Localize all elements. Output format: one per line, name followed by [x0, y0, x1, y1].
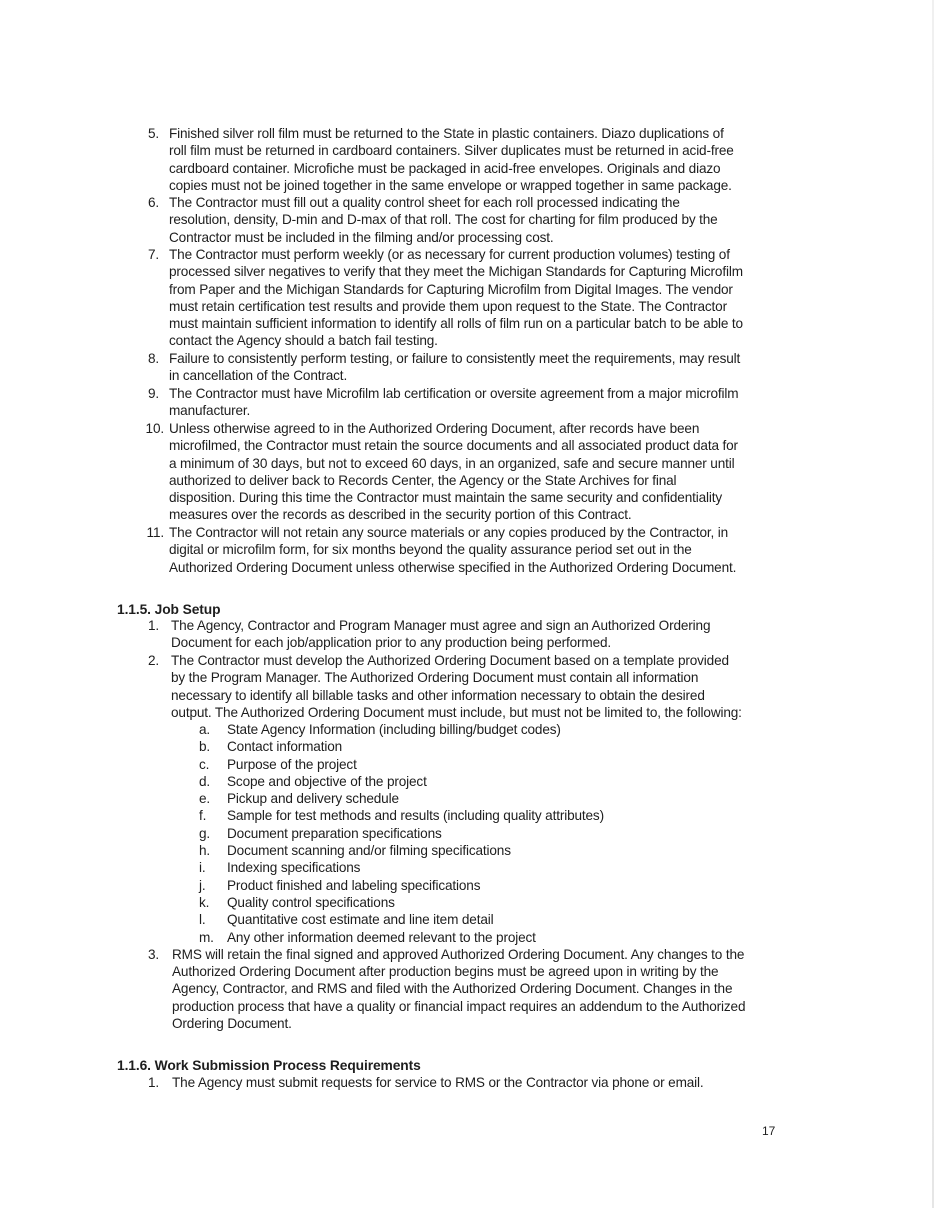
list-item-8: 8. Failure to consistently perform testing, or failure to consistently meet the requirements, may result in cancellation of the Contract. [147, 351, 741, 384]
sublist-item-f: f. Sample for test methods and results (including quality attributes) [199, 808, 604, 824]
list-item-11: 11. The Contractor will not retain any source materials or any copies produced by the Contractor, in digital or microfilm form, for six months beyond the quality assurance period set out in the Authorized Ordering Document unless otherwise specified in the Authorized Ordering Document. [146, 525, 737, 575]
job-setup-item-1: 1. The Agency, Contractor and Program Manager must agree and sign an Authorized Ordering Document for each job/application prior to any production being performed. [147, 618, 711, 651]
sublist-item-d: d. Scope and objective of the project [199, 773, 427, 789]
sublist-item-k: k. Quality control specifications [199, 894, 395, 910]
list-item-10: 10. Unless otherwise agreed to in the Authorized Ordering Document, after records have been microfilmed, the Contractor must retain the source documents and all associated product data for a minimum of 30 days, but not to exceed 60 days, in an organized, safe and secure manner until authorized to deliver back to Records Center, the Agency or the State Archives for final disposition. During this time the Contractor must maintain the same security and confidentiality measures over the records as described in the security portion of this Contract. [145, 421, 738, 523]
work-submission-list [0, 1074, 934, 1091]
page-number: 17 [762, 1124, 776, 1138]
sublist-item-c: c. Purpose of the project [199, 756, 357, 772]
work-submission-item-1: 1. The Agency must submit requests for service to RMS or the Contractor via phone or email. [147, 1075, 704, 1090]
list-item-6: 6. The Contractor must fill out a quality control sheet for each roll processed indicating the resolution, density, D-min and D-max of that roll. The cost for charting for film produced by the Contractor must be included in the filming and/or processing cost. [147, 195, 718, 245]
requirements-list-continued [0, 125, 934, 576]
list-item-9: 9. The Contractor must have Microfilm lab certification or oversite agreement from a major microfilm manufacturer. [147, 386, 739, 419]
sublist-item-e: e. Pickup and delivery schedule [199, 791, 399, 807]
sublist-item-g: g. Document preparation specifications [199, 825, 442, 841]
job-setup-item-2: 2. The Contractor must develop the Authorized Ordering Document based on a template provided by the Program Manager. The Authorized Ordering Document must contain all information necessary to identify all billable tasks and other information necessary to obtain the desired output. The Authorized Ordering Document must include, but must not be limited to, the following: [147, 653, 742, 720]
sublist-item-a: a. State Agency Information (including billing/budget codes) [199, 722, 561, 737]
aod-contents-sublist [0, 721, 934, 946]
list-item-5: 5. Finished silver roll film must be returned to the State in plastic containers. Diazo duplications of roll film must be returned in cardboard containers. Silver duplicates must be returned in acid-free cardboard container. Microfiche must be packaged in acid-free envelopes. Originals and diazo copies must not be joined together in the same envelope or wrapped together in same package. [147, 126, 734, 193]
section-heading-job-setup: 1.1.5. Job Setup [117, 602, 221, 617]
job-setup-item-3: 3. RMS will retain the final signed and approved Authorized Ordering Document. Any changes to the Authorized Ordering Document after production begins must be agreed upon in writing by the Agency, Contractor, and RMS and filed with the Authorized Ordering Document. Changes in the production process that have a quality or financial impact requires an addendum to the Authorized Ordering Document. [147, 946, 746, 1032]
sublist-item-h: h. Document scanning and/or filming specifications [199, 843, 511, 859]
sublist-item-b: b. Contact information [199, 739, 343, 755]
section-heading-work-submission: 1.1.6. Work Submission Process Requirements [117, 1058, 421, 1073]
sublist-item-j: j. Product finished and labeling specifications [199, 877, 481, 893]
sublist-item-m: m. Any other information deemed relevant to the project [199, 929, 536, 945]
job-setup-list [0, 617, 934, 1033]
sublist-item-l: l. Quantitative cost estimate and line item detail [199, 912, 494, 928]
list-item-7: 7. The Contractor must perform weekly (or as necessary for current production volumes) testing of processed silver negatives to verify that they meet the Michigan Standards for Capturing Microfilm from Paper and the Michigan Standards for Capturing Microfilm from Digital Images. The vendor must retain certification test results and provide them upon request to the State. The Contractor must maintain sufficient information to identify all rolls of film run on a particular batch to be able to contact the Agency should a batch fail testing. [147, 247, 743, 349]
sublist-item-i: i. Indexing specifications [199, 860, 361, 876]
